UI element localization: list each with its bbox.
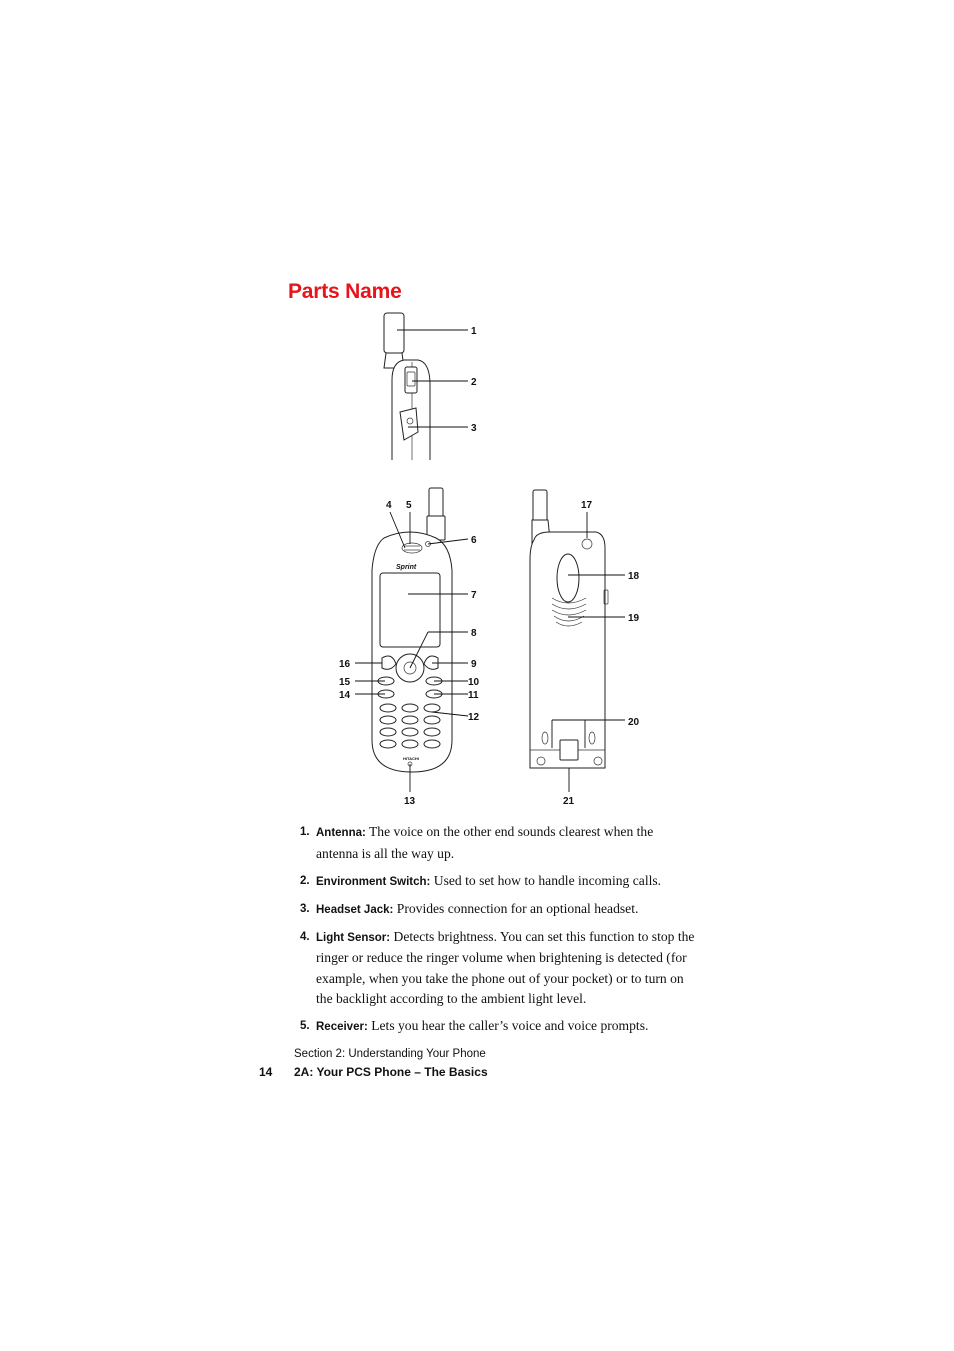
brand-logo: Sprint [396,564,417,571]
callout-label: 20 [628,717,640,728]
item-number: 3. [300,902,310,915]
list-item [300,899,695,921]
phone-side-view [384,313,430,460]
external-display-back [557,554,579,602]
callout-label: 17 [581,500,593,511]
item-description: Provides connection for an optional headset. [396,900,639,916]
callout-label: 8 [471,628,477,639]
parts-list [300,822,695,1044]
model-logo: HITACHI [403,756,419,761]
item-term: Receiver: [316,1021,368,1033]
callout-label: 18 [628,571,640,582]
footer-section-title: Section 2: Understanding Your Phone [294,1048,486,1060]
callout-label: 15 [339,677,351,688]
phone-back-view [530,490,608,768]
callout-label: 12 [468,712,480,723]
callout-label: 2 [471,377,477,388]
display-screen [380,573,440,647]
callout-label: 19 [628,613,640,624]
page-number: 14 [259,1065,273,1079]
item-term: Antenna: [316,827,366,839]
callout-label: 14 [339,690,351,701]
antenna-tip-side [384,313,404,353]
item-term: Environment Switch: [316,875,431,888]
item-term: Headset Jack: [316,903,394,916]
footer-chapter-title: 2A: Your PCS Phone – The Basics [294,1065,488,1079]
item-description: Lets you hear the caller’s voice and voice prompts. [371,1018,649,1033]
callout-label: 4 [386,500,392,511]
callout-label: 6 [471,535,477,546]
battery-latch-back [560,740,578,760]
callout-label: 9 [471,659,477,670]
item-term: Light Sensor: [316,931,391,944]
callout-label: 21 [563,796,575,807]
callout-label: 16 [339,659,351,670]
list-item [300,1016,695,1038]
item-number: 1. [300,826,310,838]
list-item [300,822,695,864]
antenna-tip-back [533,490,547,522]
item-number: 2. [300,874,310,887]
callout-label: 13 [404,796,416,807]
list-item [300,927,695,1010]
item-description: Used to set how to handle incoming calls. [433,872,662,888]
page-title: Parts Name [288,280,402,303]
list-item [300,871,695,893]
phone-front-view [372,488,452,772]
callout-label: 5 [406,500,412,511]
item-number: 4. [300,930,310,943]
callout-label: 3 [471,423,477,434]
item-description: Detects brightness. You can set this function to stop the ringer or reduce the ringer volume when brightening is detected (for example, when you take the phone out of your pocket) or to turn on the backlight according to the ambient light level. [316,928,695,1006]
item-number: 5. [300,1020,310,1032]
callout-label: 7 [471,590,477,601]
callout-label: 10 [468,677,480,688]
callout-label: 1 [471,326,477,337]
callout-label: 11 [468,690,479,701]
item-description: The voice on the other end sounds clearest when the antenna is all the way up. [316,824,654,861]
antenna-tip-front [429,488,443,518]
